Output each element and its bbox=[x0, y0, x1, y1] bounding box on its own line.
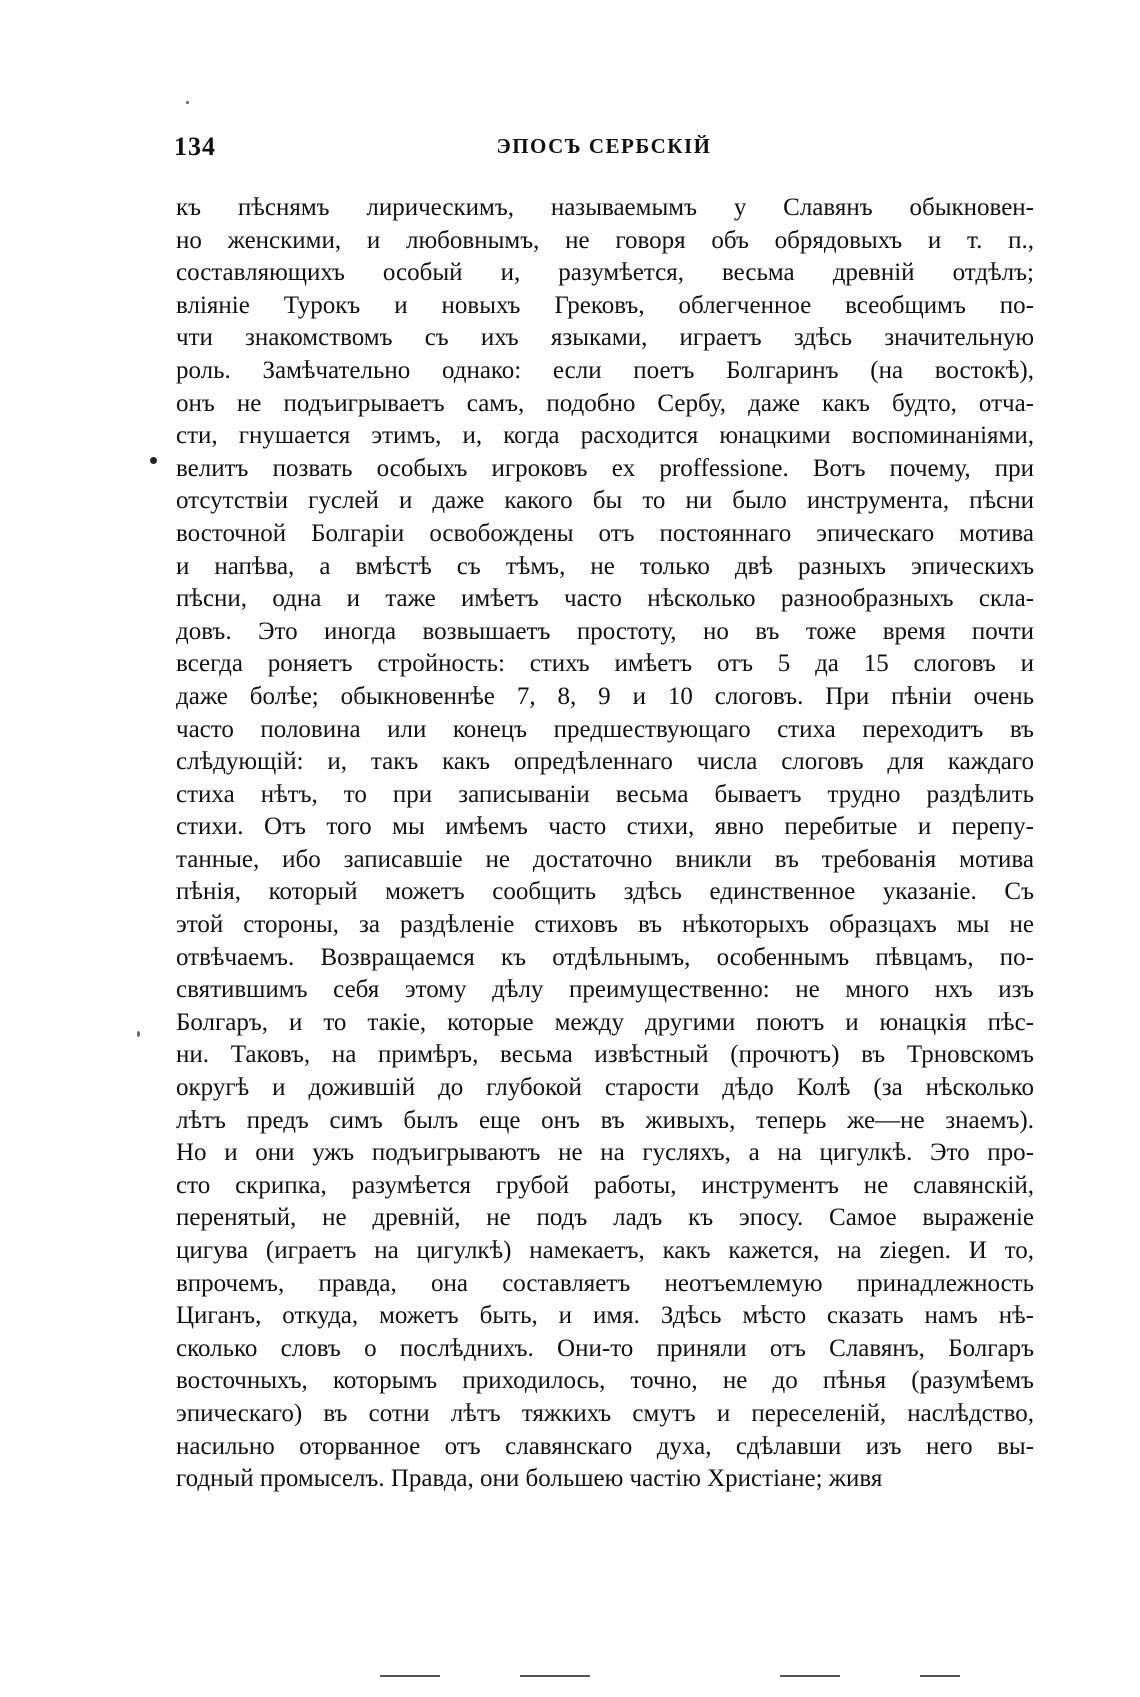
text-line: къ пѣснямъ лирическимъ, называемымъ у Славянъ обыкновен- bbox=[176, 194, 1034, 221]
running-title: ЭПОСЪ СЕРБСКІЙ bbox=[496, 134, 712, 158]
bleed-mark bbox=[920, 1675, 960, 1677]
text-line: чти знакомствомъ съ ихъ языками, играетъ здѣсь значительную bbox=[176, 324, 1034, 352]
text-line: этой стороны, за раздѣленіе стиховъ въ нѣкоторыхъ образцахъ мы не bbox=[176, 911, 1034, 939]
text-line: и напѣва, а вмѣстѣ съ тѣмъ, не только двѣ разныхъ эпическихъ bbox=[176, 552, 1034, 580]
text-line: сти, гнушается этимъ, и, когда расходится юнацкими воспоминаніями, bbox=[176, 422, 1034, 450]
text-line: сколько словъ о послѣднихъ. Они-то приняли отъ Славянъ, Болгаръ bbox=[176, 1334, 1034, 1362]
text-line: всегда роняетъ стройность: стихъ имѣетъ отъ 5 да 15 слоговъ и bbox=[176, 650, 1034, 678]
text-line: но женскими, и любовнымъ, не говоря объ обрядовыхъ и т. п., bbox=[176, 226, 1034, 254]
text-line: велитъ позвать особыхъ игроковъ ex proffessione. Вотъ почему, при bbox=[176, 454, 1034, 482]
text-line: стихи. Отъ того мы имѣемъ часто стихи, явно перебитые и перепу- bbox=[176, 813, 1034, 841]
bottom-edge-marks bbox=[360, 1672, 1100, 1680]
text-line: отвѣчаемъ. Возвращаемся къ отдѣльнымъ, особеннымъ пѣвцамъ, по- bbox=[176, 943, 1034, 971]
text-line: Но и они ужъ подъигрываютъ не на гусляхъ, а на цигулкѣ. Это про- bbox=[176, 1139, 1034, 1167]
text-line: сто скрипка, разумѣется грубой работы, инструментъ не славянскій, bbox=[176, 1171, 1034, 1199]
text-line: восточныхъ, которымъ приходилось, точно, не до пѣнья (разумѣемъ bbox=[176, 1367, 1034, 1395]
text-line: святившимъ себя этому дѣлу преимущественно: не много нхъ изъ bbox=[176, 976, 1034, 1004]
text-line: цигува (играетъ на цигулкѣ) намекаетъ, какъ кажется, на ziegen. И то, bbox=[176, 1237, 1034, 1264]
text-line: Болгаръ, и то такіе, которые между другими поютъ и юнацкія пѣс- bbox=[176, 1008, 1034, 1036]
print-speck bbox=[186, 101, 189, 104]
text-line: годный промыселъ. Правда, они большею частію Христіане; живя bbox=[176, 1465, 883, 1493]
text-line: стиха нѣтъ, то при записываніи весьма бываетъ трудно раздѣлить bbox=[176, 780, 1034, 808]
text-line: довъ. Это иногда возвышаетъ простоту, но въ тоже время почти bbox=[176, 617, 1034, 645]
text-line: вліяніе Турокъ и новыхъ Грековъ, облегченное всеобщимъ по- bbox=[176, 291, 1034, 319]
text-line: насильно оторванное отъ славянскаго духа, сдѣлавши изъ него вы- bbox=[176, 1432, 1034, 1460]
text-line: даже болѣе; обыкновеннѣе 7, 8, 9 и 10 слоговъ. При пѣніи очень bbox=[176, 682, 1034, 710]
text-line: роль. Замѣчательно однако: если поетъ Болгаринъ (на востокѣ), bbox=[176, 356, 1034, 384]
page-number: 134 bbox=[174, 132, 216, 161]
page-header bbox=[174, 132, 1034, 172]
text-line: онъ не подъигрываетъ самъ, подобно Сербу, даже какъ будто, отча- bbox=[176, 389, 1034, 417]
margin-mark bbox=[137, 1031, 140, 1037]
text-line: пѣсни, одна и таже имѣетъ часто нѣсколько разнообразныхъ скла- bbox=[176, 585, 1034, 613]
bleed-mark bbox=[780, 1675, 840, 1677]
text-line: перенятый, не древній, не подъ ладъ къ эпосу. Самое выраженіе bbox=[176, 1204, 1034, 1232]
text-line: впрочемъ, правда, она составляетъ неотъемлемую принадлежность bbox=[176, 1269, 1034, 1297]
text-line: восточной Болгаріи освобождены отъ постояннаго эпическаго мотива bbox=[176, 519, 1034, 547]
text-line: эпическаго) въ сотни лѣтъ тяжкихъ смутъ и переселеній, наслѣдство, bbox=[176, 1399, 1034, 1427]
text-line: ни. Таковъ, на примѣръ, весьма извѣстный (прочютъ) въ Трновскомъ bbox=[176, 1041, 1034, 1069]
text-line: отсутствіи гуслей и даже какого бы то ни было инструмента, пѣсни bbox=[176, 487, 1034, 515]
text-line: составляющихъ особый и, разумѣется, весьма древній отдѣлъ; bbox=[176, 259, 1034, 287]
bleed-mark bbox=[380, 1675, 440, 1677]
text-line: пѣнія, который можетъ сообщить здѣсь единственное указаніе. Съ bbox=[176, 878, 1034, 906]
text-line: округѣ и дожившій до глубокой старости дѣдо Колѣ (за нѣсколько bbox=[176, 1074, 1034, 1102]
text-line: слѣдующій: и, такъ какъ опредѣленнаго числа слоговъ для каждаго bbox=[176, 748, 1034, 776]
text-line: часто половина или конецъ предшествующаго стиха переходитъ въ bbox=[176, 715, 1034, 743]
bleed-mark bbox=[520, 1675, 590, 1677]
text-line: Циганъ, откуда, можетъ быть, и имя. Здѣсь мѣсто сказать намъ нѣ- bbox=[176, 1302, 1034, 1330]
body-text bbox=[176, 192, 1034, 1496]
text-line: танные, ибо записавшіе не достаточно вникли въ требованія мотива bbox=[176, 845, 1034, 873]
margin-mark bbox=[150, 457, 157, 464]
text-line: лѣтъ предъ симъ былъ еще онъ въ живыхъ, теперь же—не знаемъ). bbox=[176, 1106, 1034, 1134]
